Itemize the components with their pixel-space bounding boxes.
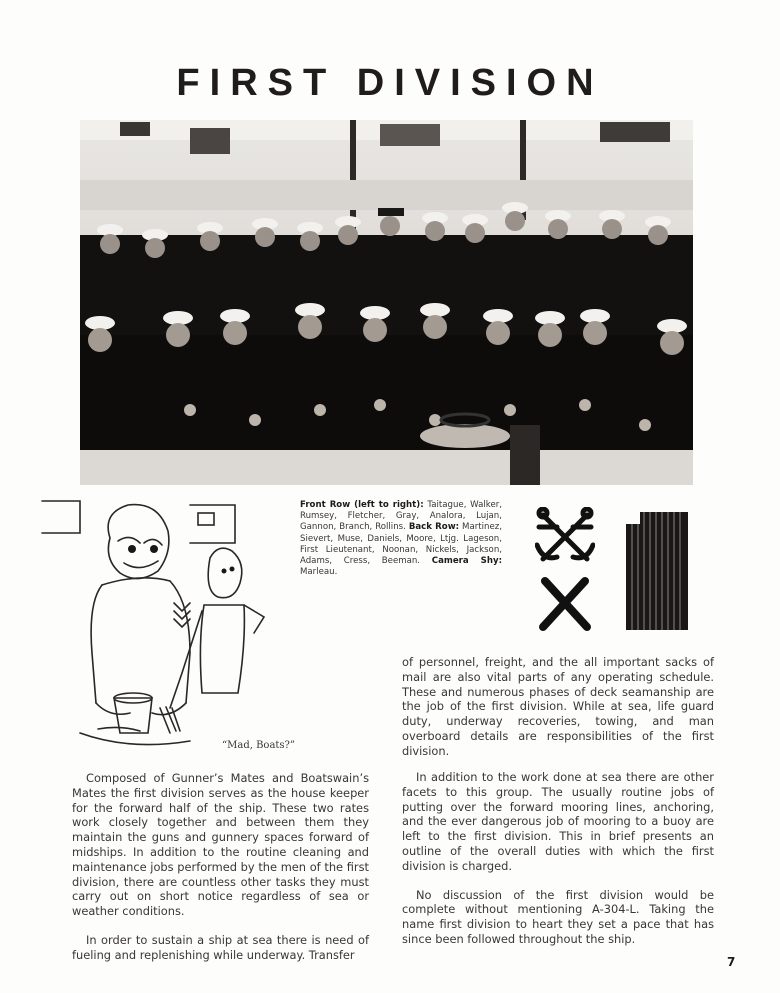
rating-insignia-icon: [535, 507, 595, 635]
article-paragraph: No discussion of the first division would be complete without mentioning A-304-L. Taking the name first division to heart they set a pace that has since been followed throughout the ship.: [402, 887, 714, 946]
article-right-column: [402, 770, 714, 961]
camera-shy-label: Camera Shy:: [431, 556, 503, 567]
article-left-column: [72, 771, 369, 977]
group-photo: [80, 120, 693, 485]
camera-shy-names: Marleau.: [300, 567, 338, 578]
back-row-label: Back Row:: [408, 522, 460, 533]
front-row-names: Taitague, Walker, Rumsey, Fletcher, Gray, Analora, Lujan, Gannon, Branch, Rollins.: [300, 500, 502, 533]
cartoon-caption: “Mad, Boats?”: [222, 740, 296, 751]
article-paragraph: In addition to the work done at sea there are other facets to this group. The usually routine jobs of putting over the forward mooring lines, anchoring, and the ever dangerous job of mooring to a buoy are left to the first division. This in brief presents an outline of the overall duties with which the first division is charged.: [402, 770, 714, 873]
article-paragraph: of personnel, freight, and the all important sacks of mail are also vital parts of any operating schedule. These and numerous phases of deck seamanship are the job of the first division. While at sea, life guard duty, underway recoveries, towing, and man overboard details are responsibilities of the first division.: [402, 655, 714, 758]
front-row-label: Front Row (left to right):: [300, 500, 424, 510]
article-paragraph: Composed of Gunner’s Mates and Boatswain’s Mates the first division serves as the house keeper for the forward half of the ship. These two rates work closely together and between them they maintain the guns and gunnery spaces forward of midships. In addition to the routine cleaning and maintenance jobs performed by the men of the first division, there are countless other tasks they must carry out on short notice regardless of sea or weather conditions.: [72, 771, 369, 919]
page-title: FIRST DIVISION: [176, 62, 604, 104]
division-numeral-icon: [626, 512, 688, 630]
cartoon-illustration: [40, 493, 295, 758]
article-continuation: [402, 655, 714, 773]
photo-caption: [300, 500, 502, 578]
article-paragraph: In order to sustain a ship at sea there is need of fueling and replenishing while underway. Transfer: [72, 932, 369, 962]
page-number: 7: [727, 955, 736, 969]
back-row-names: Martinez, Sievert, Muse, Daniels, Moore, Ltjg. Lageson, First Lieutenant, Noonan, Nickels, Jackson, Adams, Cress, Beeman.: [300, 522, 502, 567]
